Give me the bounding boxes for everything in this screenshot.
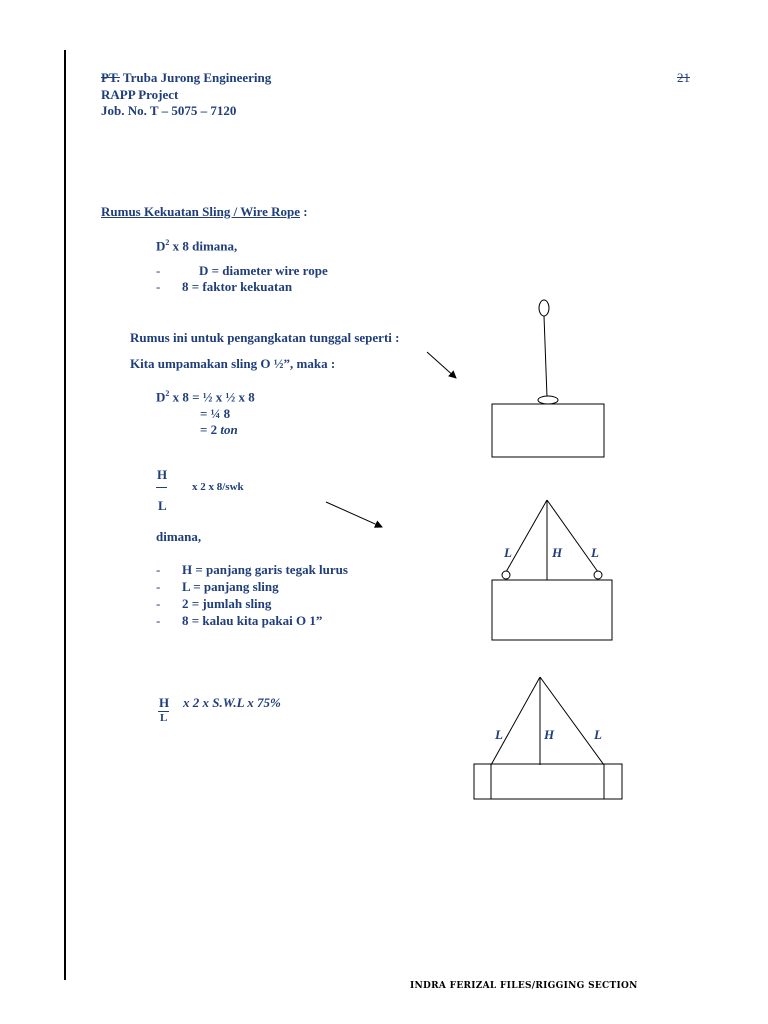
- formula-3-denominator: L: [160, 712, 168, 724]
- company-name: Truba Jurong Engineering: [122, 70, 272, 85]
- formula-2-numerator: H: [157, 467, 168, 482]
- def1-text-0: D = diameter wire rope: [199, 263, 328, 278]
- lug-left: [502, 571, 510, 579]
- formula-1-d: D: [156, 238, 166, 254]
- spread-leg-right: [540, 677, 604, 765]
- diagram-two-leg-sling: [492, 500, 612, 640]
- def2-text-1: L = panjang sling: [182, 579, 279, 594]
- d3-label-mid: H: [544, 727, 555, 742]
- company-prefix: PT.: [101, 70, 120, 85]
- intro-line-2: Kita umpamakan sling O ½”, maka :: [130, 356, 336, 371]
- page-number: 21: [677, 70, 690, 85]
- load-box-2: [492, 580, 612, 640]
- def2-text-0: H = panjang garis tegak lurus: [182, 562, 348, 577]
- diagram-single-sling: [492, 300, 604, 457]
- formula-3-rest: x 2 x S.W.L x 75%: [183, 695, 281, 710]
- d2-label-right: L: [591, 545, 599, 560]
- arrow-1: [427, 352, 456, 378]
- def2-text-2: 2 = jumlah sling: [182, 596, 272, 611]
- d3-label-left: L: [495, 727, 503, 742]
- job-number: Job. No. T – 5075 – 7120: [101, 103, 237, 118]
- formula-2-rest: x 2 x 8/swk: [192, 481, 244, 493]
- section-title-suffix: :: [303, 204, 308, 219]
- formula-1-rest: x 8 dimana,: [169, 238, 238, 254]
- calc-unit: ton: [220, 422, 238, 437]
- formula-3-numerator: H: [159, 695, 170, 710]
- project-name: RAPP Project: [101, 87, 179, 102]
- spread-leg-left: [491, 677, 540, 765]
- section-title-text: Rumus Kekuatan Sling / Wire Rope: [101, 204, 301, 219]
- d2-label-mid: H: [552, 545, 563, 560]
- def1-dash-0: -: [156, 263, 161, 278]
- calc-rest: x 8 = ½ x ½ x 8: [169, 389, 255, 405]
- def2-dash-0: -: [156, 562, 161, 577]
- calc-exp: 2: [165, 389, 170, 398]
- arrow-2: [326, 502, 382, 527]
- def2-text-3: 8 = kalau kita pakai O 1”: [182, 613, 323, 628]
- sling-leg-right: [547, 500, 598, 572]
- d3-label-right: L: [594, 727, 602, 742]
- load-box-1: [492, 404, 604, 457]
- def1-dash-1: -: [156, 279, 161, 294]
- intro-line-1: Rumus ini untuk pengangkatan tunggal seperti :: [130, 330, 400, 345]
- dimana-label: dimana,: [156, 529, 202, 544]
- def1-text-1: 8 = faktor kekuatan: [182, 279, 293, 294]
- calc-line-2: = ¼ 8: [200, 406, 231, 421]
- formula-1-exp: 2: [165, 238, 170, 247]
- calc-eq: = 2: [200, 422, 218, 437]
- single-sling-line: [544, 316, 547, 397]
- load-beam: [474, 764, 622, 799]
- calc-d: D: [156, 389, 166, 405]
- sling-leg-left: [506, 500, 547, 572]
- def2-dash-3: -: [156, 613, 161, 628]
- def2-dash-1: -: [156, 579, 161, 594]
- d2-label-left: L: [504, 545, 512, 560]
- lug-right: [594, 571, 602, 579]
- def2-dash-2: -: [156, 596, 161, 611]
- footer-text: INDRA FERIZAL FILES/RIGGING SECTION: [410, 981, 638, 991]
- shackle: [538, 396, 558, 404]
- hook-eye: [539, 300, 549, 316]
- formula-2-denominator: L: [158, 498, 167, 513]
